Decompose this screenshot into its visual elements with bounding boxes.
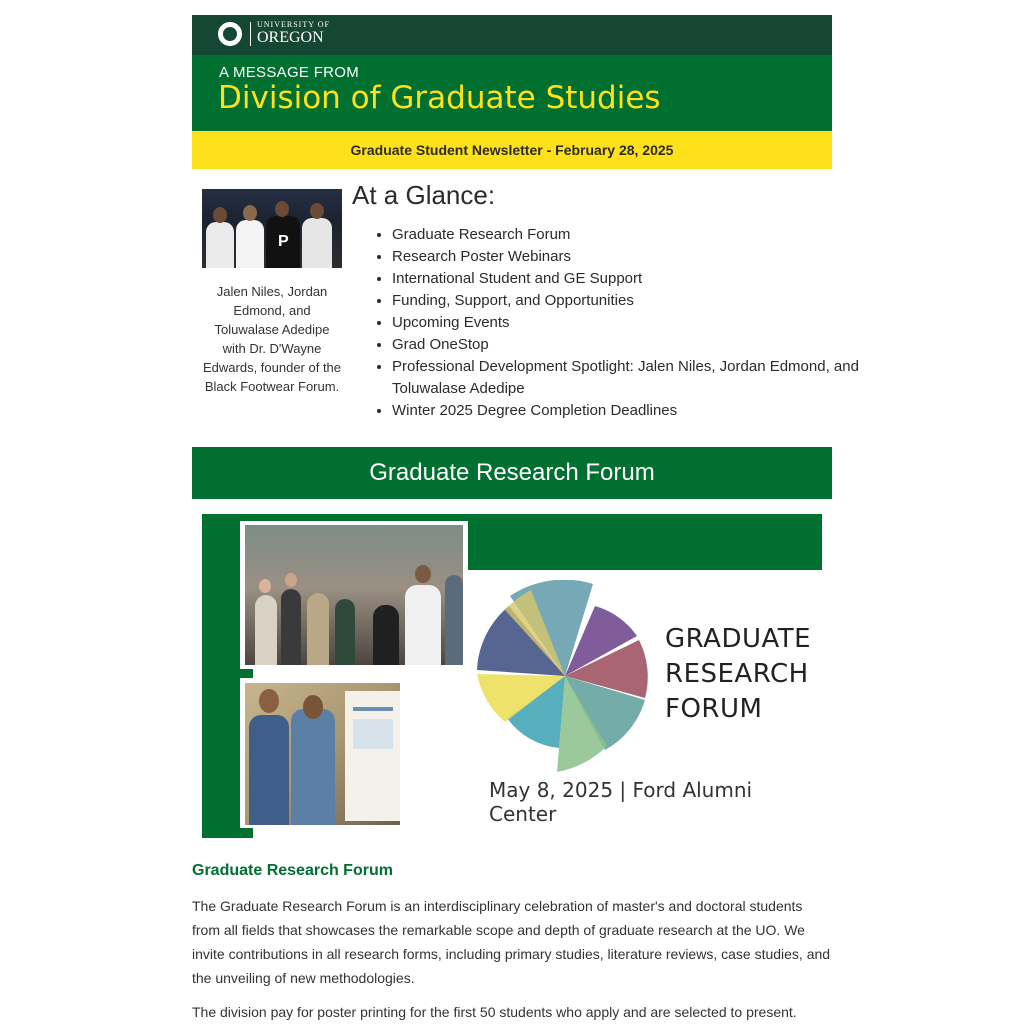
- message-from-label: A MESSAGE FROM: [219, 64, 360, 81]
- glance-title: At a Glance:: [352, 180, 496, 210]
- newsletter: [192, 15, 859, 1024]
- logo-wordmark: [257, 21, 330, 46]
- glance-photo-caption: Jalen Niles, Jordan Edmond, and Toluwalase Adedipe with Dr. D'Wayne Edwards, founder of the Black Footwear Forum.: [202, 284, 342, 394]
- university-logo[interactable]: [218, 21, 330, 46]
- glance-photo: [202, 189, 342, 268]
- at-a-glance-section: [192, 169, 859, 447]
- division-title: Division of Graduate Studies: [218, 80, 661, 116]
- banner-title-line: FORUM: [665, 694, 763, 724]
- glance-item[interactable]: • Graduate Research Forum: [392, 224, 872, 246]
- glance-item[interactable]: • Upcoming Events: [392, 312, 872, 334]
- section-header-research-forum: Graduate Research Forum: [192, 447, 832, 499]
- banner-forum-date: May 8, 2025 | Ford Alumni Center: [489, 778, 753, 826]
- glance-item[interactable]: • International Student and GE Support: [392, 268, 872, 290]
- banner-title-line: GRADUATE: [665, 624, 812, 654]
- forum-paragraph: The Graduate Research Forum is an interdisciplinary celebration of master's and doctoral students from all fields that showcases the remarkable scope and depth of graduate research at the UO. We invite contributions in all research forms, including primary studies, literature reviews, case studies, and the unveiling of new methodologies.: [192, 898, 831, 986]
- forum-paragraph: The division pay for poster printing for the first 50 students who apply and are selected to present.: [192, 1004, 797, 1020]
- uo-o-logo-icon: [218, 22, 242, 46]
- forum-photo-crowd: [240, 521, 468, 669]
- glance-item[interactable]: • Winter 2025 Degree Completion Deadlines: [392, 400, 872, 422]
- division-title-bar: [192, 55, 832, 131]
- university-bar: [192, 15, 832, 55]
- newsletter-date-bar: Graduate Student Newsletter - February 28, 2025: [192, 131, 832, 169]
- banner-forum-title: [665, 622, 811, 727]
- tree-ring-wheel-graphic: [473, 580, 673, 780]
- logo-divider: [250, 22, 251, 46]
- glance-item[interactable]: • Funding, Support, and Opportunities: [392, 290, 872, 312]
- university-small-text: UNIVERSITY OF: [257, 20, 330, 29]
- university-big-text: OREGON: [257, 29, 324, 46]
- shirt-letter: P: [278, 233, 289, 250]
- research-forum-banner[interactable]: [202, 514, 822, 838]
- glance-item[interactable]: • Grad OneStop: [392, 334, 872, 356]
- banner-title-line: RESEARCH: [665, 659, 809, 689]
- forum-photo-poster: [240, 678, 405, 828]
- glance-item[interactable]: • Research Poster Webinars: [392, 246, 872, 268]
- forum-heading: Graduate Research Forum: [192, 862, 393, 879]
- glance-item[interactable]: • Professional Development Spotlight: Jalen Niles, Jordan Edmond, and Toluwalase Adedipe: [392, 356, 872, 400]
- glance-list: [352, 224, 872, 422]
